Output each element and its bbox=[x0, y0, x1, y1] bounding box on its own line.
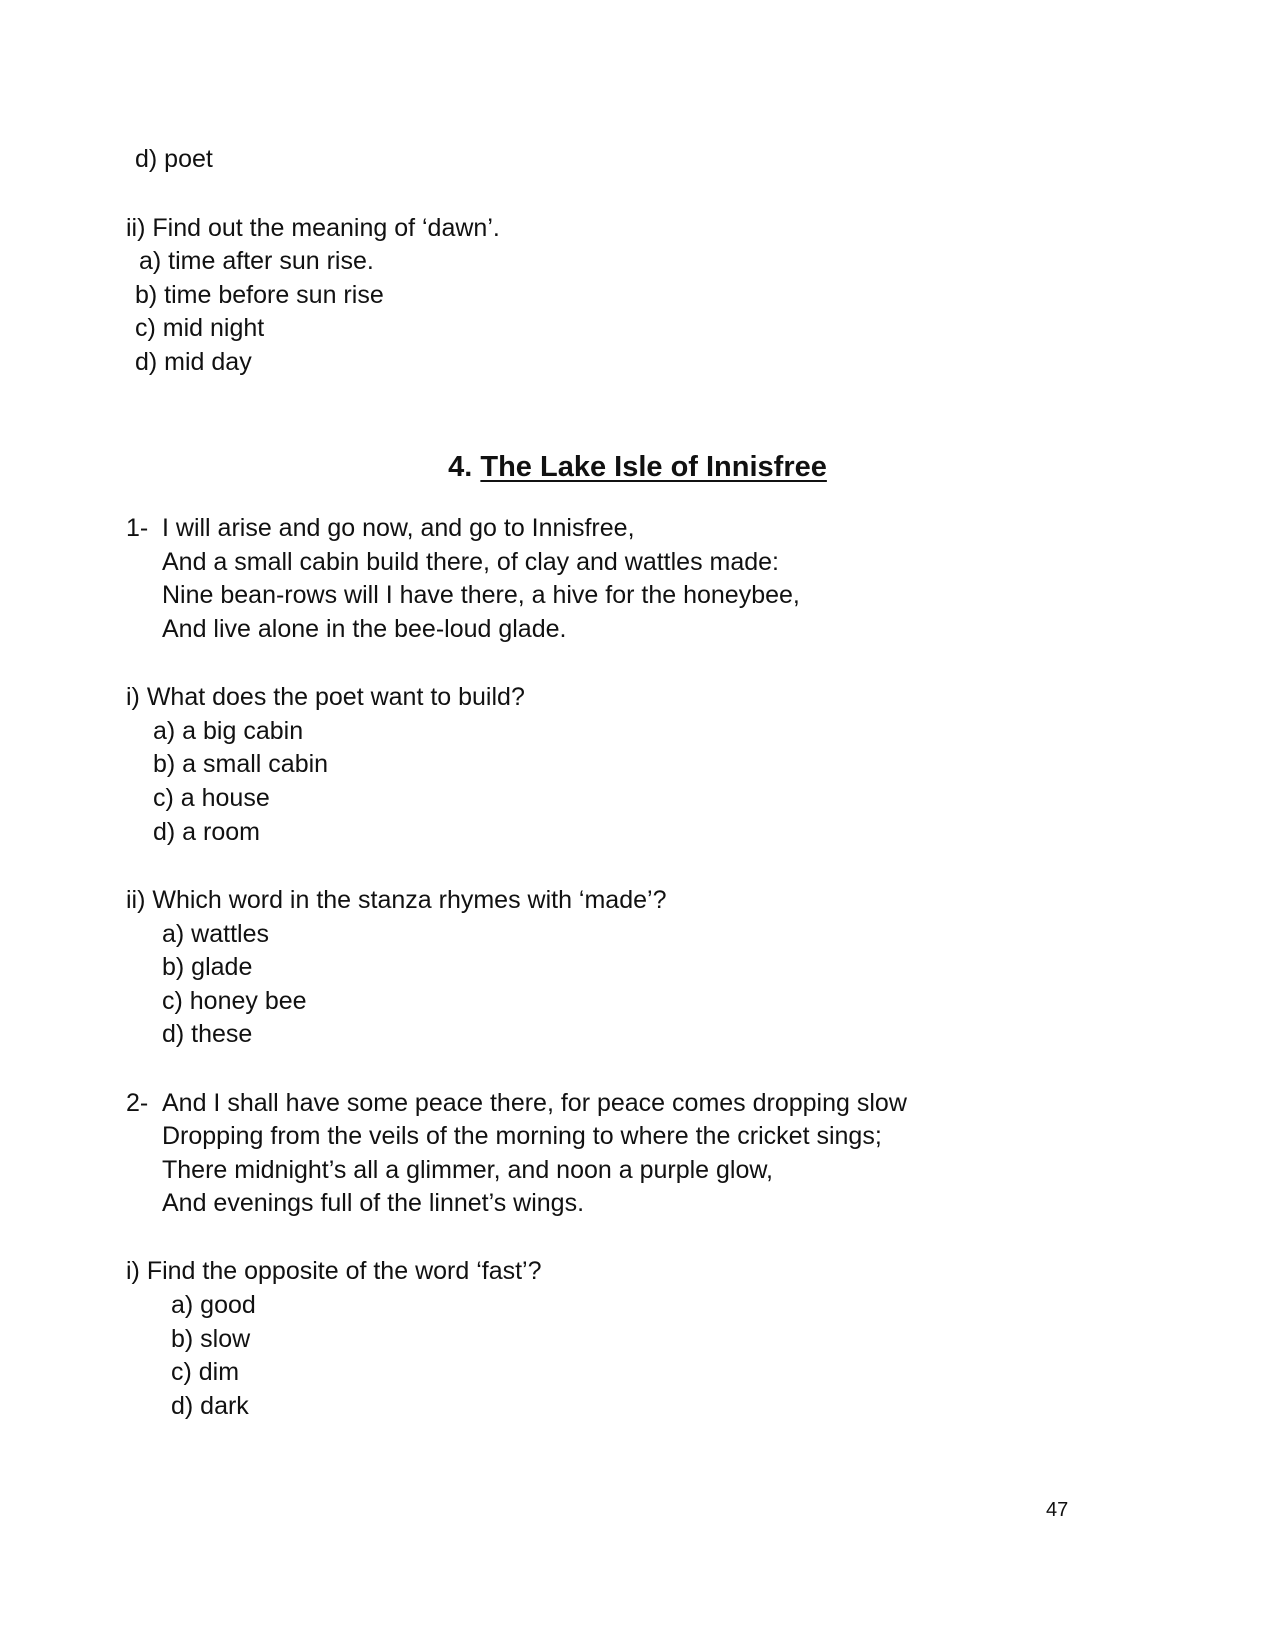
stanza-1-q1-option-a: a) a big cabin bbox=[153, 717, 304, 745]
stanza-2-number: 2- bbox=[126, 1089, 149, 1117]
section-number: 4. bbox=[448, 451, 473, 483]
stanza-2-line-2: Dropping from the veils of the morning to where the cricket sings; bbox=[162, 1122, 882, 1150]
stanza-1-line-3: Nine bean-rows will I have there, a hive for the honeybee, bbox=[162, 581, 800, 609]
stanza-2-q1-option-c: c) dim bbox=[171, 1358, 240, 1386]
stanza-2-q1-option-b: b) slow bbox=[171, 1325, 251, 1353]
option-a: a) time after sun rise. bbox=[139, 247, 374, 275]
stanza-1-q2-option-d: d) these bbox=[162, 1020, 253, 1048]
stanza-1-q1-option-b: b) a small cabin bbox=[153, 750, 329, 778]
stanza-2-line-4: And evenings full of the linnet’s wings. bbox=[162, 1189, 585, 1217]
option-b: b) time before sun rise bbox=[135, 281, 384, 309]
question-dawn: ii) Find out the meaning of ‘dawn’. bbox=[126, 214, 500, 242]
stanza-1-q2-option-b: b) glade bbox=[162, 953, 253, 981]
stanza-2-line-1: And I shall have some peace there, for peace comes dropping slow bbox=[162, 1089, 907, 1117]
stanza-2-q1-option-d: d) dark bbox=[171, 1392, 249, 1420]
stanza-1-q1-option-d: d) a room bbox=[153, 818, 260, 846]
stanza-1-question-1: i) What does the poet want to build? bbox=[126, 683, 525, 711]
option-d: d) mid day bbox=[135, 348, 252, 376]
stanza-2-question-1: i) Find the opposite of the word ‘fast’? bbox=[126, 1257, 542, 1285]
section-heading bbox=[0, 450, 1275, 484]
stanza-1-q2-option-c: c) honey bee bbox=[162, 987, 307, 1015]
stanza-2-q1-option-a: a) good bbox=[171, 1291, 256, 1319]
stanza-1-line-2: And a small cabin build there, of clay and wattles made: bbox=[162, 548, 780, 576]
option-d-poet: d) poet bbox=[135, 145, 213, 173]
stanza-1-line-4: And live alone in the bee-loud glade. bbox=[162, 615, 567, 643]
page-number: 47 bbox=[1046, 1499, 1069, 1521]
section-title: The Lake Isle of Innisfree bbox=[480, 451, 827, 483]
option-c: c) mid night bbox=[135, 314, 265, 342]
stanza-1-line-1: I will arise and go now, and go to Innisfree, bbox=[162, 514, 635, 542]
stanza-1-question-2: ii) Which word in the stanza rhymes with ‘made’? bbox=[126, 886, 667, 914]
stanza-2-line-3: There midnight’s all a glimmer, and noon a purple glow, bbox=[162, 1156, 773, 1184]
stanza-1-number: 1- bbox=[126, 514, 149, 542]
stanza-1-q1-option-c: c) a house bbox=[153, 784, 270, 812]
stanza-1-q2-option-a: a) wattles bbox=[162, 920, 269, 948]
